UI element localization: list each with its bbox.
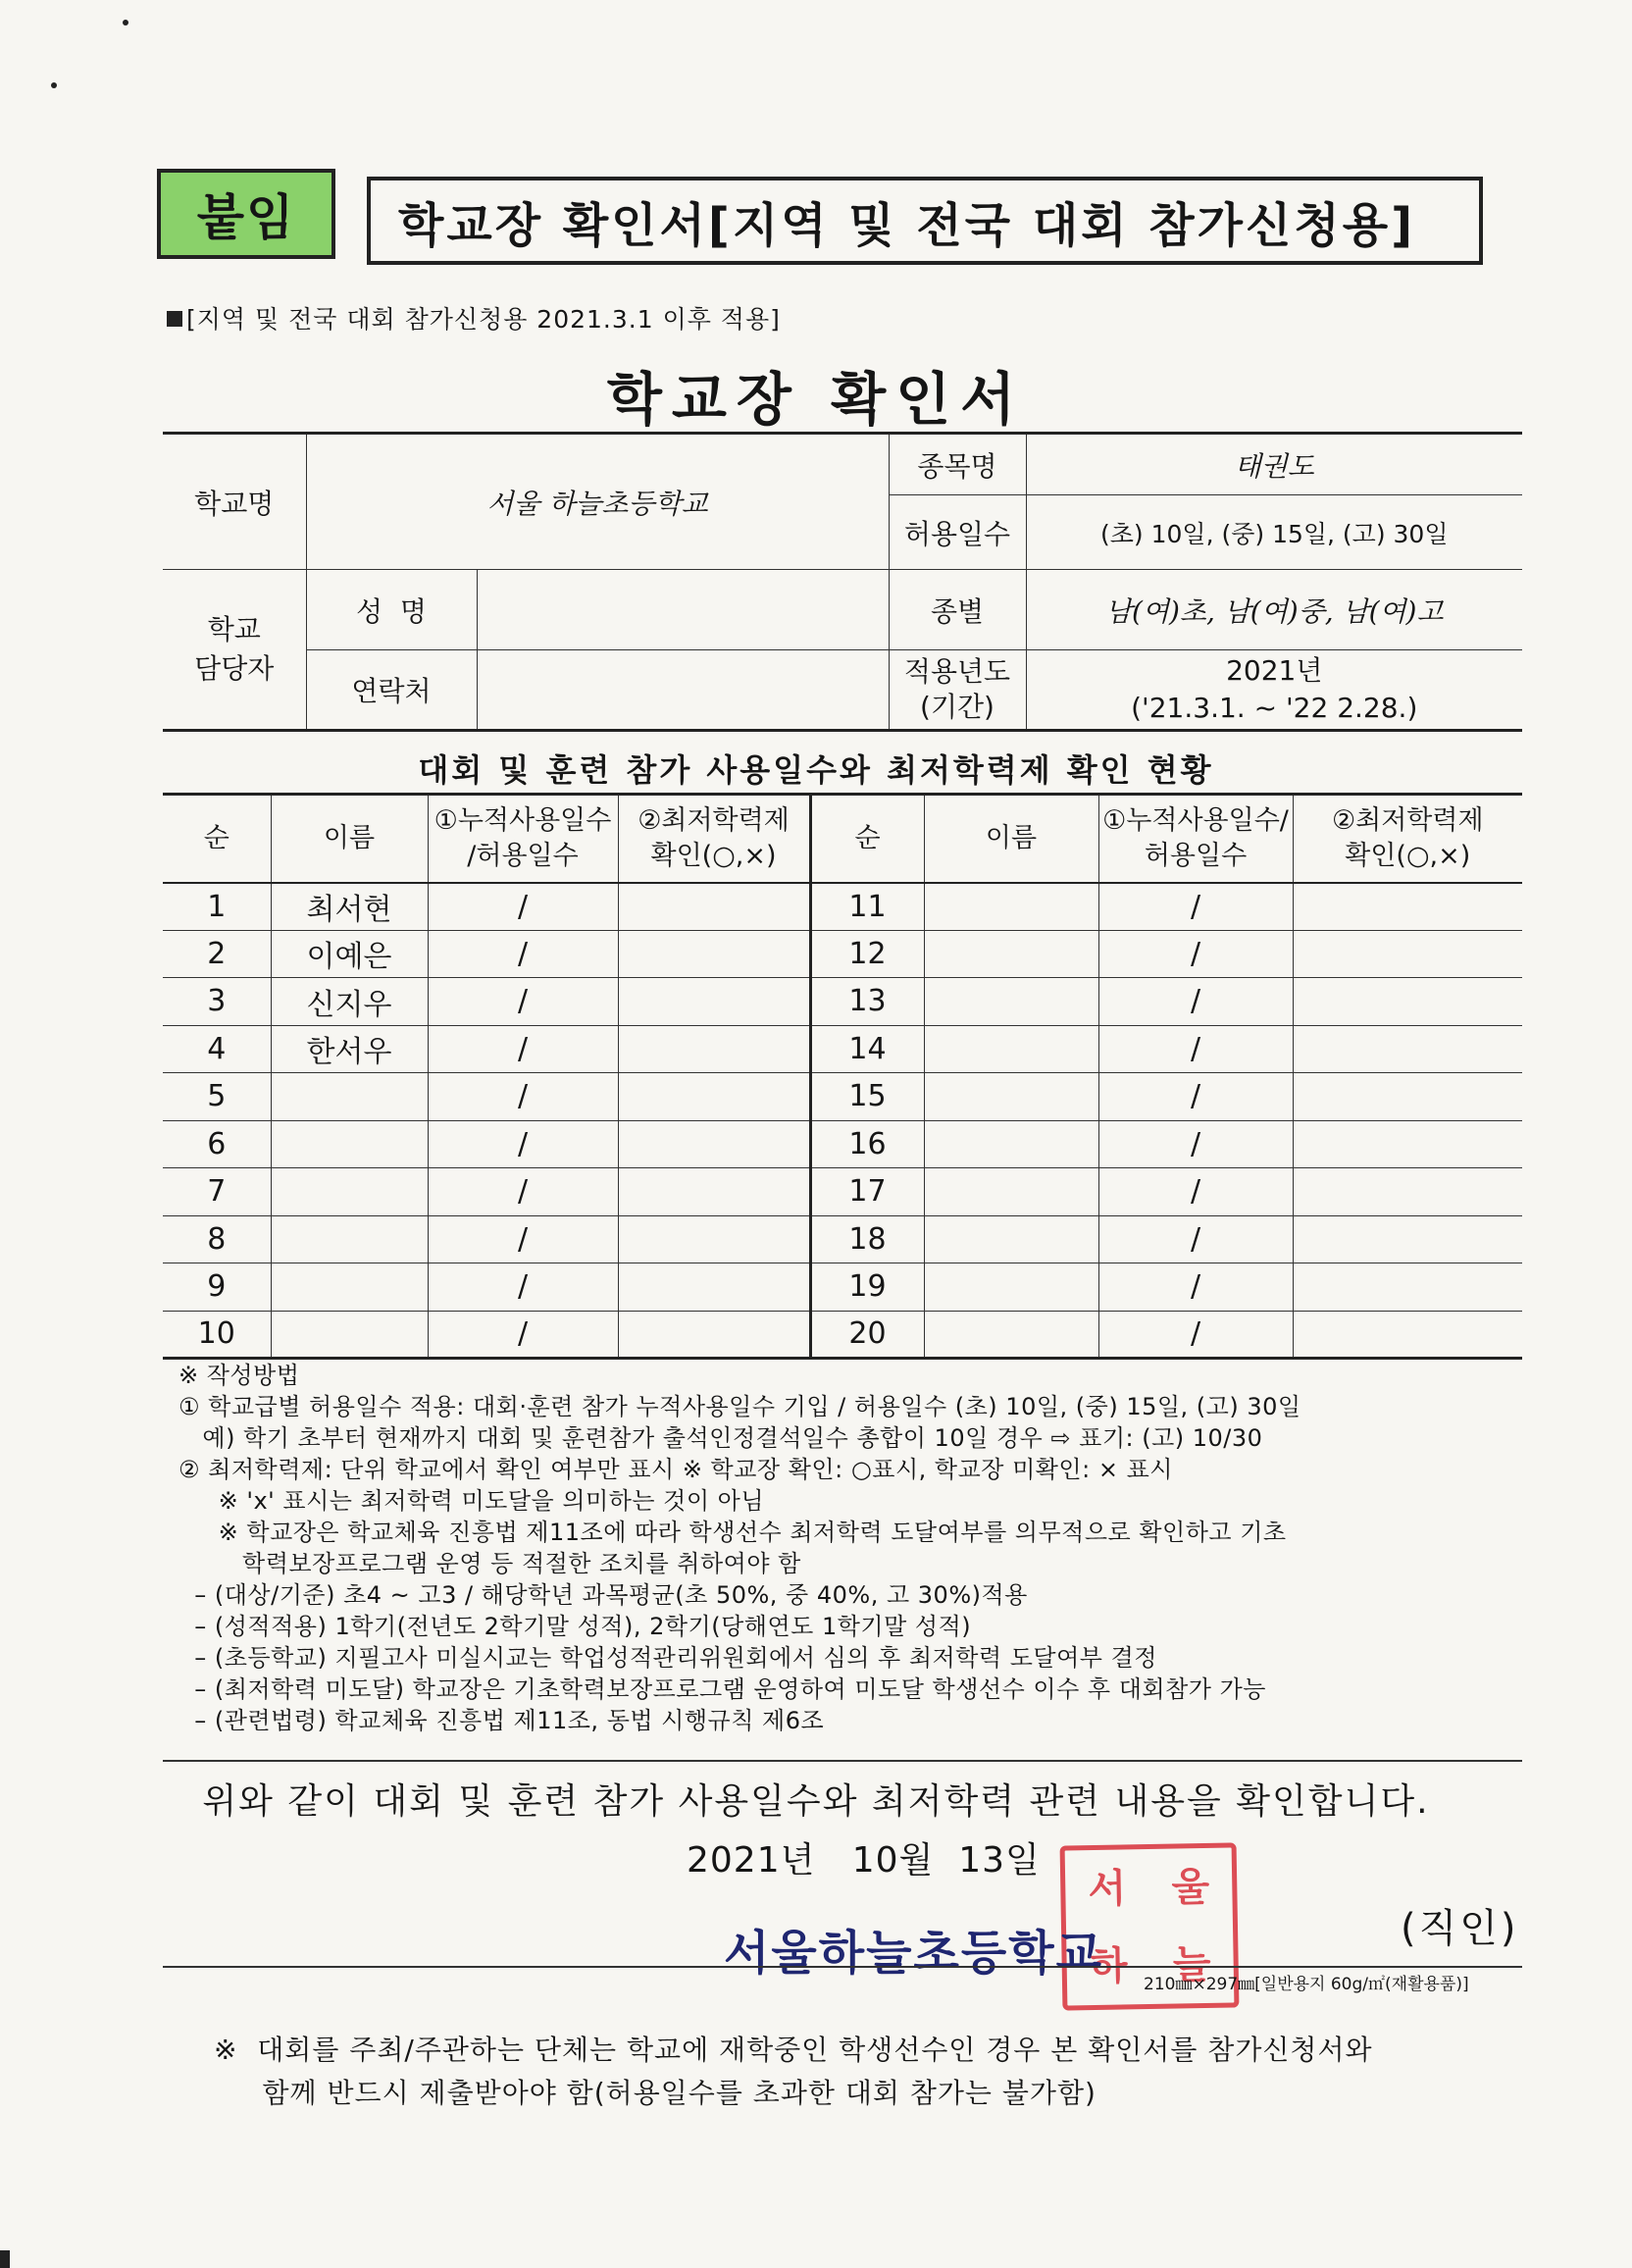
contact-label: 연락처 — [306, 650, 477, 731]
row-no-right: 17 — [810, 1168, 924, 1216]
seal-glyph: 늘 — [1172, 1941, 1211, 1988]
school-value[interactable]: 서울 하늘초등학교 — [306, 434, 889, 570]
row-name[interactable] — [271, 1311, 428, 1359]
seal-glyph: 울 — [1171, 1864, 1210, 1911]
year-value: 2021년 ('21.3.1. ~ '22 2.28.) — [1026, 650, 1522, 731]
seal-label: (직인) — [1401, 1906, 1519, 1951]
instruction-line: – (대상/기준) 초4 ~ 고3 / 해당학년 과목평균(초 50%, 중 40%, 고 30%)적용 — [178, 1581, 1028, 1609]
row-no: 1 — [163, 883, 271, 931]
row-days[interactable]: / — [428, 883, 618, 931]
row-no: 6 — [163, 1120, 271, 1168]
sport-value[interactable]: 태권도 — [1026, 434, 1522, 495]
table-row — [163, 883, 1522, 931]
confirmation-statement: 위와 같이 대회 및 훈련 참가 사용일수와 최저학력 관련 내용을 확인합니다. — [202, 1781, 1430, 1822]
col-header-days-right: ①누적사용일수/ 허용일수 — [1098, 795, 1293, 883]
name-label: 성 명 — [306, 570, 477, 650]
row-days-right[interactable]: / — [1098, 1073, 1293, 1121]
row-days[interactable]: / — [428, 1168, 618, 1216]
footnote-line: ※ 대회를 주최/주관하는 단체는 학교에 재학중인 학생선수인 경우 본 확인서를 참가신청서와 — [214, 2034, 1373, 2066]
row-days-right[interactable]: / — [1098, 1215, 1293, 1263]
row-min-check[interactable] — [618, 1073, 810, 1121]
seal-glyph: 서 — [1088, 1865, 1127, 1912]
row-name[interactable]: 한서우 — [271, 1025, 428, 1073]
row-min-check[interactable] — [618, 883, 810, 931]
instruction-line: – (초등학교) 지필고사 미실시교는 학업성적관리위원회에서 심의 후 최저학력 도달여부 결정 — [178, 1644, 1157, 1672]
row-no: 3 — [163, 978, 271, 1026]
row-no-right: 16 — [810, 1120, 924, 1168]
instruction-line: – (최저학력 미도달) 학교장은 기초학력보장프로그램 운영하여 미도달 학생선수 이수 후 대회참가 가능 — [178, 1675, 1266, 1703]
table-row — [163, 978, 1522, 1026]
instruction-line: 예) 학기 초부터 현재까지 대회 및 훈련참가 출석인정결석일수 총합이 10일 경우 ⇨ 표기: (고) 10/30 — [178, 1424, 1263, 1452]
row-min-check[interactable] — [618, 1025, 810, 1073]
row-name[interactable] — [271, 1073, 428, 1121]
applicability-note: [지역 및 전국 대회 참가신청용 2021.3.1 이후 적용] — [167, 300, 781, 335]
col-header-name: 이름 — [271, 795, 428, 883]
row-name[interactable]: 이예은 — [271, 930, 428, 978]
table-row — [163, 1168, 1522, 1216]
table-row — [163, 1120, 1522, 1168]
allowed-days-value: (초) 10일, (중) 15일, (고) 30일 — [1026, 495, 1522, 570]
row-days-right[interactable]: / — [1098, 1168, 1293, 1216]
speck-mark — [51, 82, 57, 88]
row-no-right: 20 — [810, 1311, 924, 1359]
instruction-line: ① 학교급별 허용일수 적용: 대회·훈련 참가 누적사용일수 기입 / 허용일수 (초) 10일, (중) 15일, (고) 30일 — [178, 1393, 1301, 1420]
col-header-name-right: 이름 — [924, 795, 1098, 883]
row-days[interactable]: / — [428, 1120, 618, 1168]
signer-school-name: 서울하늘초등학교 — [724, 1926, 1103, 1981]
allowed-days-label: 허용일수 — [889, 495, 1026, 570]
year-label: 적용년도 (기간) — [889, 650, 1026, 731]
row-no-right: 18 — [810, 1215, 924, 1263]
row-name-right[interactable] — [924, 1025, 1098, 1073]
contact-field[interactable] — [477, 650, 889, 731]
submission-footnote — [214, 2029, 1528, 2115]
row-no-right: 13 — [810, 978, 924, 1026]
row-min-check[interactable] — [618, 1311, 810, 1359]
square-bullet-icon — [167, 311, 182, 327]
table-row — [163, 930, 1522, 978]
row-days-right[interactable]: / — [1098, 978, 1293, 1026]
row-name-right[interactable] — [924, 1120, 1098, 1168]
instruction-line: ② 최저학력제: 단위 학교에서 확인 여부만 표시 ※ 학교장 확인: ○표시, 학교장 미확인: × 표시 — [178, 1456, 1173, 1483]
footnote-line: 함께 반드시 제출받아야 함(허용일수를 초과한 대회 참가는 불가함) — [214, 2077, 1096, 2109]
row-no-right: 15 — [810, 1073, 924, 1121]
row-name[interactable] — [271, 1120, 428, 1168]
row-name-right[interactable] — [924, 930, 1098, 978]
instruction-line: ※ 작성방법 — [178, 1362, 300, 1389]
row-name[interactable] — [271, 1215, 428, 1263]
table-row — [163, 1263, 1522, 1312]
row-days-right[interactable]: / — [1098, 883, 1293, 931]
row-days[interactable]: / — [428, 1025, 618, 1073]
divider — [163, 1966, 1522, 1968]
row-name[interactable]: 최서현 — [271, 883, 428, 931]
roster-body — [163, 883, 1522, 1359]
row-days[interactable]: / — [428, 1215, 618, 1263]
row-name-right[interactable] — [924, 1311, 1098, 1359]
col-header-days: ①누적사용일수 /허용일수 — [428, 795, 618, 883]
row-days[interactable]: / — [428, 1311, 618, 1359]
attachment-badge: 붙임 — [157, 169, 335, 259]
row-min-check-right[interactable] — [1293, 883, 1522, 931]
row-no: 10 — [163, 1311, 271, 1359]
row-name[interactable] — [271, 1263, 428, 1312]
row-min-check-right[interactable] — [1293, 1025, 1522, 1073]
name-field[interactable] — [477, 570, 889, 650]
manager-label: 학교 담당자 — [163, 570, 306, 731]
instructions — [178, 1360, 1532, 1736]
col-header-min-right: ②최저학력제 확인(○,×) — [1293, 795, 1522, 883]
row-min-check-right[interactable] — [1293, 930, 1522, 978]
document-heading: 학교장 확인서[지역 및 전국 대회 참가신청용] — [367, 177, 1483, 265]
confirmation-date: 2021년 10월 13일 — [687, 1840, 1041, 1881]
row-days[interactable]: / — [428, 930, 618, 978]
row-min-check-right[interactable] — [1293, 978, 1522, 1026]
instruction-line: – (성적적용) 1학기(전년도 2학기말 성적), 2학기(당해연도 1학기말 성적) — [178, 1613, 972, 1640]
col-header-no-right: 순 — [810, 795, 924, 883]
row-no: 5 — [163, 1073, 271, 1121]
col-header-min: ②최저학력제 확인(○,×) — [618, 795, 810, 883]
row-no: 2 — [163, 930, 271, 978]
speck-mark — [123, 20, 128, 26]
row-no-right: 19 — [810, 1263, 924, 1312]
row-name-right[interactable] — [924, 1215, 1098, 1263]
row-days[interactable]: / — [428, 1073, 618, 1121]
row-min-check-right[interactable] — [1293, 1311, 1522, 1359]
gender-value[interactable]: 남(여)초, 남(여)중, 남(여)고 — [1026, 570, 1522, 650]
scan-edge-mark — [0, 2250, 10, 2268]
row-min-check-right[interactable] — [1293, 1168, 1522, 1216]
row-name-right[interactable] — [924, 978, 1098, 1026]
row-name-right[interactable] — [924, 1168, 1098, 1216]
sport-label: 종목명 — [889, 434, 1026, 495]
row-no: 8 — [163, 1215, 271, 1263]
row-no: 9 — [163, 1263, 271, 1312]
table-row — [163, 1073, 1522, 1121]
row-days-right[interactable]: / — [1098, 1311, 1293, 1359]
row-no-right: 12 — [810, 930, 924, 978]
school-label: 학교명 — [163, 434, 306, 570]
row-days[interactable]: / — [428, 1263, 618, 1312]
row-min-check[interactable] — [618, 978, 810, 1026]
info-table — [163, 432, 1522, 732]
row-days[interactable]: / — [428, 978, 618, 1026]
row-min-check[interactable] — [618, 1168, 810, 1216]
instruction-line: ※ 'x' 표시는 최저학력 미도달을 의미하는 것이 아님 — [178, 1487, 765, 1515]
row-name-right[interactable] — [924, 1073, 1098, 1121]
table-row — [163, 1311, 1522, 1359]
table-row — [163, 1025, 1522, 1073]
instruction-line: ※ 학교장은 학교체육 진흥법 제11조에 따라 학생선수 최저학력 도달여부를 의무적으로 확인하고 기초 — [178, 1519, 1287, 1546]
row-no: 4 — [163, 1025, 271, 1073]
table-row — [163, 1215, 1522, 1263]
row-name-right[interactable] — [924, 883, 1098, 931]
row-no-right: 11 — [810, 883, 924, 931]
row-name[interactable]: 신지우 — [271, 978, 428, 1026]
row-min-check-right[interactable] — [1293, 1215, 1522, 1263]
col-header-no: 순 — [163, 795, 271, 883]
row-min-check-right[interactable] — [1293, 1073, 1522, 1121]
seal-glyph: 하 — [1089, 1942, 1128, 1989]
instruction-line: 학력보장프로그램 운영 등 적절한 조치를 취하여야 함 — [178, 1550, 801, 1577]
gender-label: 종별 — [889, 570, 1026, 650]
row-name-right[interactable] — [924, 1263, 1098, 1312]
row-days-right[interactable]: / — [1098, 1120, 1293, 1168]
roster-table — [163, 793, 1522, 1360]
page-title: 학교장 확인서 — [606, 366, 1026, 433]
divider — [163, 1760, 1522, 1762]
row-days-right[interactable]: / — [1098, 1263, 1293, 1312]
row-min-check[interactable] — [618, 930, 810, 978]
paper-size-note: 210㎜×297㎜[일반용지 60g/㎡(재활용품)] — [1144, 1975, 1469, 1994]
row-days-right[interactable]: / — [1098, 930, 1293, 978]
row-no-right: 14 — [810, 1025, 924, 1073]
row-no: 7 — [163, 1168, 271, 1216]
section-title: 대회 및 훈련 참가 사용일수와 최저학력제 확인 현황 — [418, 751, 1214, 789]
instruction-line: – (관련법령) 학교체육 진흥법 제11조, 동법 시행규칙 제6조 — [178, 1707, 825, 1734]
row-min-check[interactable] — [618, 1120, 810, 1168]
row-days-right[interactable]: / — [1098, 1025, 1293, 1073]
row-min-check[interactable] — [618, 1263, 810, 1312]
row-min-check-right[interactable] — [1293, 1263, 1522, 1312]
row-min-check[interactable] — [618, 1215, 810, 1263]
row-name[interactable] — [271, 1168, 428, 1216]
row-min-check-right[interactable] — [1293, 1120, 1522, 1168]
